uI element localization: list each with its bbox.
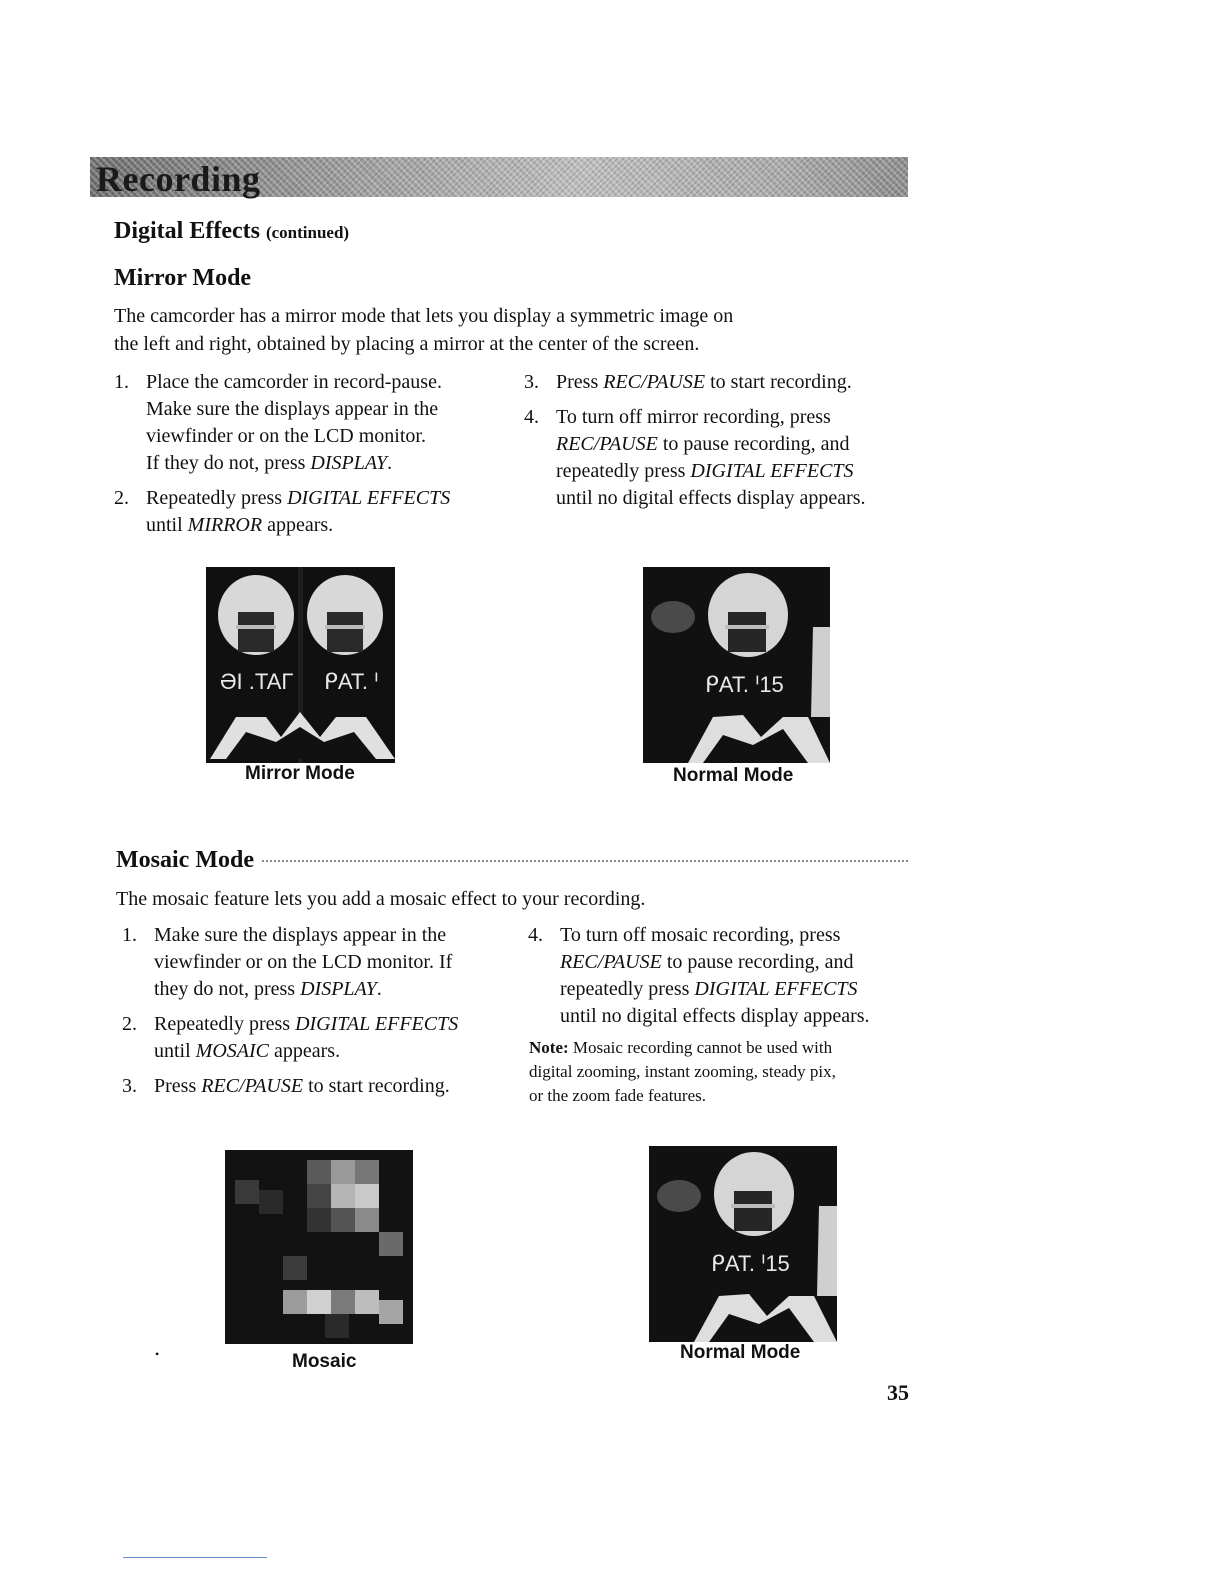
footer-divider — [123, 1557, 267, 1558]
mirror-steps-left — [114, 369, 514, 547]
mirror-step-1 — [114, 369, 514, 477]
step-text: Repeatedly press DIGITAL EFFECTS — [146, 487, 451, 509]
svg-text:ᑭAT. ᑊ: ᑭAT. ᑊ — [324, 669, 379, 694]
normal-mode-photo-1 — [643, 567, 830, 763]
mirror-mode-title: Mirror Mode — [114, 265, 252, 291]
step-text: REC/PAUSE to pause recording, and — [560, 951, 854, 973]
heading-continued: (continued) — [265, 223, 350, 242]
normal-photo-caption-1: Normal Mode — [673, 765, 794, 786]
step-number: 3. — [524, 371, 539, 393]
note-label: Note: — [529, 1038, 569, 1057]
section-rule — [262, 860, 908, 862]
step-text: they do not, press DISPLAY. — [154, 978, 382, 1000]
page-number: 35 — [887, 1380, 909, 1405]
mosaic-step-3 — [122, 1073, 522, 1100]
step-text: repeatedly press DIGITAL EFFECTS — [560, 978, 858, 1000]
page-heading — [114, 218, 349, 245]
football-player-mirrored-image — [206, 567, 395, 763]
football-player-image — [643, 567, 830, 763]
football-player-image — [649, 1146, 837, 1342]
step-number: 4. — [524, 406, 539, 428]
svg-text:ƏI .TAΓ: ƏI .TAΓ — [220, 669, 294, 694]
step-text: Make sure the displays appear in the — [154, 924, 447, 946]
mirror-intro — [114, 302, 874, 358]
step-text: until no digital effects display appears. — [556, 487, 866, 509]
mosaic-steps-right — [528, 922, 928, 1038]
step-text: To turn off mirror recording, press — [556, 406, 831, 428]
note-line: digital zooming, instant zooming, steady pix, — [529, 1062, 836, 1081]
step-text: viewfinder or on the LCD monitor. — [146, 425, 426, 447]
mosaic-steps-left — [122, 922, 522, 1108]
step-text: viewfinder or on the LCD monitor. If — [154, 951, 453, 973]
mirror-step-4 — [524, 404, 924, 512]
step-text: Press REC/PAUSE to start recording. — [556, 371, 852, 393]
step-text: until MOSAIC appears. — [154, 1040, 341, 1062]
mosaic-photo — [225, 1150, 413, 1344]
mirror-intro-line: the left and right, obtained by placing a mirror at the center of the screen. — [114, 333, 700, 355]
step-text: until no digital effects display appears. — [560, 1005, 870, 1027]
mirror-steps-right — [524, 369, 924, 520]
step-text: Make sure the displays appear in the — [146, 398, 439, 420]
normal-photo-caption-2: Normal Mode — [680, 1342, 801, 1363]
mosaic-mode-title: Mosaic Mode — [116, 847, 254, 873]
note-line: or the zoom fade features. — [529, 1086, 706, 1105]
heading-title: Digital Effects — [114, 218, 260, 244]
mosaic-step-4 — [528, 922, 928, 1030]
mirror-mode-photo — [206, 567, 395, 763]
mirror-step-2 — [114, 485, 514, 539]
section-banner — [90, 157, 908, 197]
mosaic-note — [529, 1036, 919, 1108]
mirror-intro-line: The camcorder has a mirror mode that lets you display a symmetric image on — [114, 305, 734, 327]
step-number: 3. — [122, 1075, 137, 1097]
step-number: 1. — [114, 371, 129, 393]
mirror-step-3 — [524, 369, 924, 396]
step-number: 1. — [122, 924, 137, 946]
step-number: 2. — [114, 487, 129, 509]
note-line: Note: Mosaic recording cannot be used with — [529, 1038, 833, 1057]
football-player-mosaic-image — [225, 1150, 413, 1344]
step-text: until MIRROR appears. — [146, 514, 334, 536]
normal-mode-photo-2 — [649, 1146, 837, 1342]
step-text: Press REC/PAUSE to start recording. — [154, 1075, 450, 1097]
step-text: repeatedly press DIGITAL EFFECTS — [556, 460, 854, 482]
mosaic-photo-caption: Mosaic — [292, 1351, 357, 1372]
step-number: 4. — [528, 924, 543, 946]
stray-mark: • — [155, 1347, 160, 1361]
step-text: Repeatedly press DIGITAL EFFECTS — [154, 1013, 459, 1035]
mosaic-step-2 — [122, 1011, 522, 1065]
step-text: REC/PAUSE to pause recording, and — [556, 433, 850, 455]
step-number: 2. — [122, 1013, 137, 1035]
mirror-photo-caption: Mirror Mode — [245, 763, 355, 784]
mosaic-intro: The mosaic feature lets you add a mosaic effect to your recording. — [116, 888, 646, 910]
svg-text:ᑭAT. ᑊ15: ᑭAT. ᑊ15 — [705, 672, 784, 697]
step-text: If they do not, press DISPLAY. — [146, 452, 393, 474]
mosaic-step-1 — [122, 922, 522, 1003]
step-text: To turn off mosaic recording, press — [560, 924, 841, 946]
section-title: Recording — [96, 159, 261, 199]
step-text: Place the camcorder in record-pause. — [146, 371, 442, 393]
svg-text:ᑭAT. ᑊ15: ᑭAT. ᑊ15 — [711, 1251, 790, 1276]
